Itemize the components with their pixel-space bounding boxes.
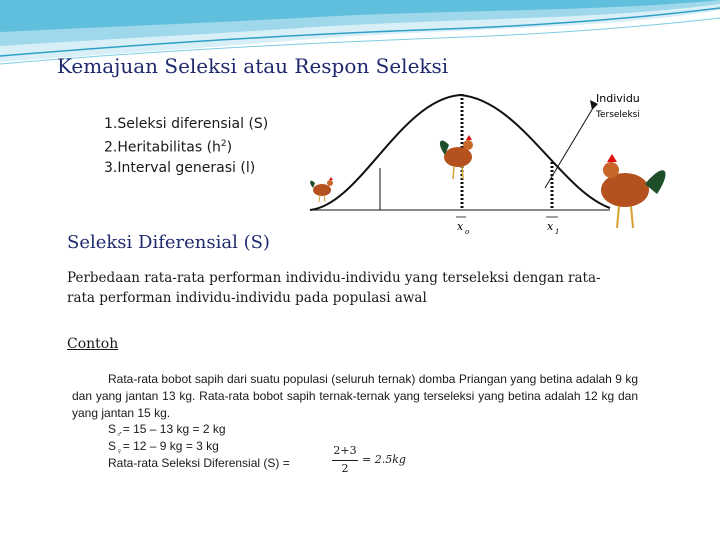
- slide-title: Kemajuan Seleksi atau Respon Seleksi: [57, 54, 449, 78]
- label-individu: Individu: [596, 92, 640, 105]
- average-label: Rata-rata Seleksi Diferensial (S) =: [108, 456, 290, 470]
- rooster-medium-icon: [440, 135, 473, 179]
- factor-item-selection: 1.Seleksi diferensial (S): [104, 116, 269, 132]
- female-symbol: S: [108, 439, 117, 453]
- male-calc-text: = 15 – 13 kg = 2 kg: [122, 422, 226, 436]
- mean-population-sub: o: [465, 228, 470, 236]
- female-calc-text: = 12 – 9 kg = 3 kg: [122, 439, 219, 453]
- heritability-text: 2.Heritabilitas (h: [104, 139, 221, 156]
- male-subscript: ♂: [116, 429, 123, 439]
- fraction-bar: [332, 460, 358, 461]
- fraction-numerator: 2+3: [333, 444, 357, 457]
- mean-population-label: x: [457, 220, 464, 233]
- mean-selected-sub: 1: [555, 228, 560, 236]
- factor-list: [104, 114, 268, 178]
- heritability-close: ): [226, 139, 233, 156]
- factor-item-heritability: [104, 134, 268, 158]
- selection-curve-diagram: [290, 80, 720, 240]
- label-terseleksi: Terseleksi: [596, 110, 640, 120]
- factor-item-interval: 3.Interval generasi (l): [104, 159, 256, 176]
- fraction-result: = 2.5kg: [362, 453, 406, 466]
- example-paragraph: [72, 371, 638, 422]
- heritability-superscript: 2: [220, 139, 227, 149]
- female-calculation: [108, 439, 219, 456]
- mean-selected-label: x: [547, 220, 554, 233]
- definition-text: Perbedaan rata-rata performan individu-individu yang terseleksi dengan rata-rata performan individu-individu pada populasi awal: [67, 270, 601, 306]
- arrow-line: [545, 108, 593, 188]
- male-calculation: [108, 422, 226, 439]
- female-subscript: ♀: [116, 446, 123, 456]
- section-title: Seleksi Diferensial (S): [67, 232, 270, 253]
- rooster-large-icon: [601, 154, 666, 228]
- male-symbol: S: [108, 422, 117, 436]
- rooster-small-icon: [310, 177, 333, 202]
- example-paragraph-text: Rata-rata bobot sapih dari suatu populasi (seluruh ternak) domba Priangan yang betina adalah 9 kg dan yang jantan 13 kg. Rata-rata bobot sapih ternak-ternak yang terseleksi yang betina adalah 12 kg dan yang jantan 15 kg.: [72, 372, 638, 420]
- example-heading: Contoh: [67, 336, 119, 352]
- fraction-denominator: 2: [341, 462, 349, 475]
